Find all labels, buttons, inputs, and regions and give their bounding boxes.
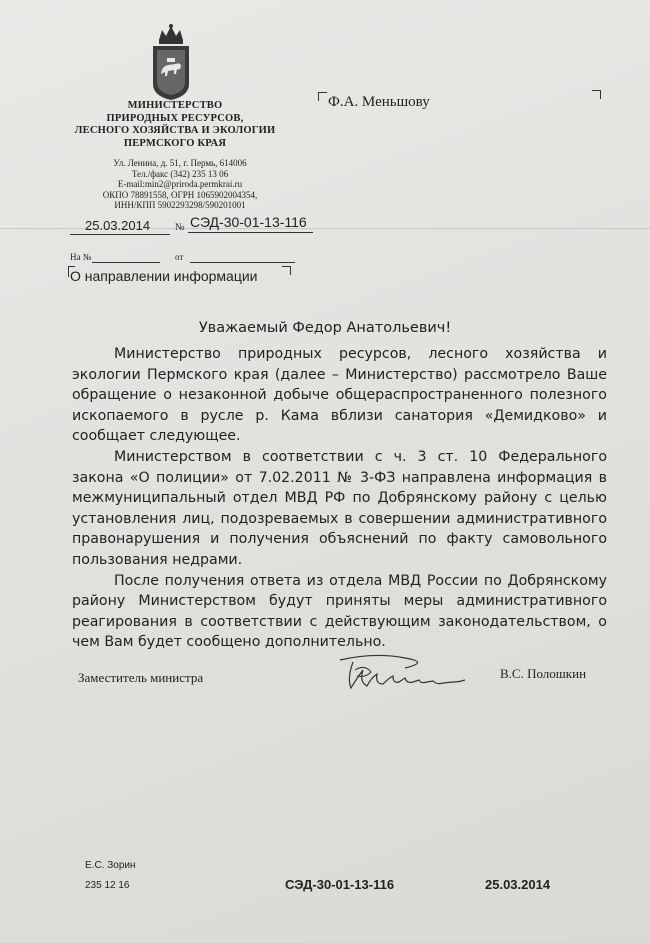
signer-name: В.С. Полошкин — [500, 666, 587, 681]
contact-email: E-mail:min2@priroda.permkrai.ru — [117, 179, 243, 189]
registration-number-label: № — [175, 222, 185, 233]
reference-number-line — [92, 262, 160, 263]
registration-date-line — [70, 234, 170, 235]
contact-okpo: ОКПО 78891558, ОГРН 1065902004354, — [102, 189, 258, 200]
footer-date: 25.03.2014 — [485, 877, 551, 892]
letter-body — [72, 344, 607, 653]
reference-number-label: На № — [70, 252, 92, 262]
contact-phone: Тел./факс (342) 235 13 06 — [131, 168, 229, 179]
contact-address: Ул. Ленина, д. 51, г. Пермь, 614006 — [113, 158, 247, 168]
body-paragraph: Министерство природных ресурсов, лесного хозяйства и экологии Пермского края (далее – Министерство) рассмотрело Ваше обращение о незаконной добыче общераспространенного полезного ископаемого в русле р. Кама вблизи санатория «Демидково» и сообщает следующее. — [72, 346, 607, 445]
handwritten-signature — [335, 648, 470, 696]
signer-title: Заместитель министра — [78, 670, 204, 685]
subject-bracket-right — [282, 266, 291, 275]
salutation: Уважаемый Федор Анатольевич! — [198, 320, 452, 336]
org-line: ЛЕСНОГО ХОЗЯЙСТВА И ЭКОЛОГИИ — [74, 125, 276, 136]
registration-number-line — [188, 232, 313, 233]
organization-contacts — [85, 158, 275, 211]
letter-subject: О направлении информации — [70, 268, 258, 284]
registration-number: СЭД-30-01-13-116 — [190, 214, 307, 230]
body-paragraph: Министерством в соответствии с ч. 3 ст. 10 Федерального закона «О полиции» от 7.02.2011 № 3-ФЗ направлена информация в межмуниципальный отдел МВД РФ по Добрянскому району с целью установления лиц, подозреваемых в совершении административного правонарушения и получения объяснений по факту самовольного пользования недрами. — [72, 448, 607, 568]
org-line: ПЕРМСКОГО КРАЯ — [123, 137, 227, 149]
executor-name: Е.С. Зорин — [85, 860, 136, 871]
registration-date: 25.03.2014 — [85, 218, 151, 233]
executor-phone: 235 12 16 — [85, 880, 130, 891]
addressee-bracket-right — [592, 90, 601, 99]
coat-of-arms-icon — [150, 22, 192, 102]
body-paragraph: После получения ответа из отдела МВД России по Добрянскому району Министерством будут приняты меры административного реагирования в соответствии с действующим законодательством, о чем Вам будет сообщено дополнительно. — [72, 572, 607, 651]
org-line: ПРИРОДНЫХ РЕСУРСОВ, — [106, 112, 244, 124]
org-line: МИНИСТЕРСТВО — [127, 100, 223, 111]
reference-date-line — [190, 262, 295, 263]
footer-registration-number: СЭД-30-01-13-116 — [285, 877, 395, 892]
reference-date-label: от — [175, 252, 184, 262]
addressee-bracket-left — [318, 92, 327, 101]
contact-inn: ИНН/КПП 5902293298/590201001 — [114, 200, 246, 210]
organization-name — [70, 100, 280, 150]
addressee: Ф.А. Меньшову — [328, 94, 430, 110]
